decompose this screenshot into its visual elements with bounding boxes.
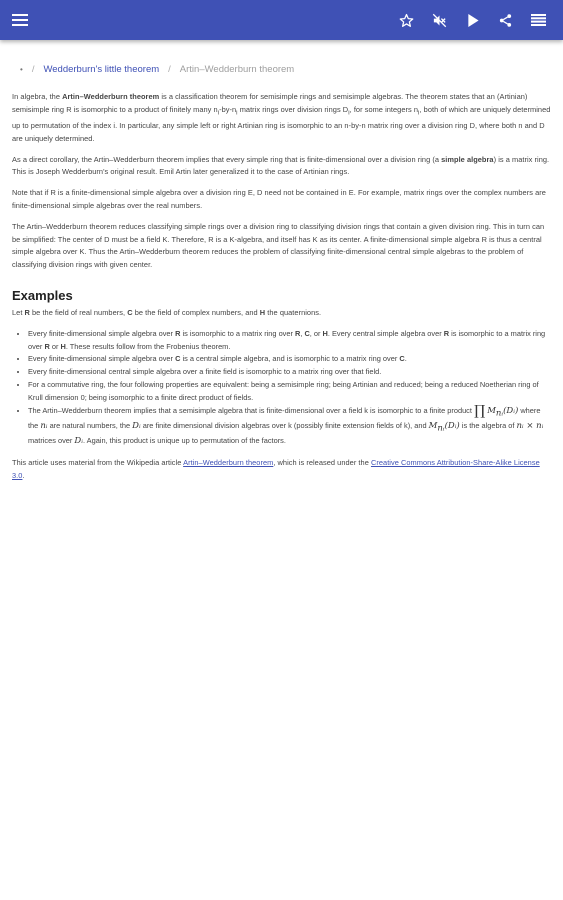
play-icon[interactable] (456, 0, 489, 40)
app-bar (0, 0, 563, 40)
examples-heading: Examples (12, 288, 73, 304)
list-item: • Every finite-dimensional central simple algebra over a finite field is isomorphic to a matrix ring over that field. (28, 366, 551, 379)
corollary-paragraph: As a direct corollary, the Artin–Wedderburn theorem implies that every simple ring that is finite-dimensional over a division ring (a simple algebra) is a matrix ring. This is Joseph Wedderburn's original result. Emil Artin later generalized it to the case of Artinian rings. (12, 154, 550, 177)
list-item: • For a commutative ring, the four following properties are equivalent: being a semisimple ring; being Artinian and reduced; being a reduced Noetherian ring of Krull dimension 0; being isomorphic to a finite direct product of fields. (28, 379, 551, 405)
examples-list (12, 328, 551, 448)
license-footer: This article uses material from the Wikipedia article Artin–Wedderburn theorem, which is released under the Creative Commons Attribution-Share-Alike License 3.0. (12, 457, 540, 480)
list-item: • Every finite-dimensional simple algebra over R is isomorphic to a matrix ring over R, C, or H. Every central simple algebra over R is isomorphic to a matrix ring over R or H. These results follow from the Frobenius theorem. (28, 328, 551, 354)
article-content (0, 64, 563, 483)
wikipedia-article-link[interactable]: Artin–Wedderburn theorem (183, 457, 274, 467)
breadcrumb-separator: / (168, 64, 171, 75)
intro-paragraph: In algebra, the Artin–Wedderburn theorem is a classification theorem for semisimple rings and semisimple algebras. The theorem states that an (Artinian) semisimple ring R is isomorphic to a product of finitely many $n_i-by-n_i$ matrix rings over division rings $D_i$, for some integers $n_i$, both of which are uniquely determined up to permutation of the index i. In particular, any simple left or right Artinian ring is isomorphic to an n-by-n matrix ring over a division ring D, where both n and D are uniquely determined. (12, 92, 551, 143)
breadcrumb-home[interactable]: • (20, 65, 23, 74)
volume-off-icon[interactable] (423, 0, 456, 40)
reduction-paragraph: The Artin–Wedderburn theorem reduces classifying simple rings over a division ring to classifying division rings that contain a given division ring. This in turn can be simplified: The center of D must be a field K. Therefore, R is a K-algebra, and itself has K as its center. A finite-dimensional simple algebra R is thus a central simple algebra over K. Thus the Artin–Wedderburn theorem reduces the problem of classifying finite-dimensional central simple algebras to the problem of classifying division rings with given center. (12, 221, 545, 270)
list-item: • Every finite-dimensional simple algebra over C is a central simple algebra, and is isomorphic to a matrix ring over C. (28, 353, 551, 366)
share-icon[interactable] (489, 0, 522, 40)
breadcrumb-separator: / (31, 64, 35, 75)
view-headline-icon[interactable] (522, 0, 555, 40)
star-icon[interactable] (390, 0, 423, 40)
note-paragraph: Note that if R is a finite-dimensional simple algebra over a division ring E, D need not be contained in E. For example, matrix rings over the complex numbers are finite-dimensional simple algebras over the real numbers. (12, 188, 546, 211)
breadcrumb-current: Artin–Wedderburn theorem (179, 64, 295, 75)
hamburger-menu-icon[interactable] (0, 0, 40, 40)
breadcrumb (12, 64, 551, 75)
license-link[interactable]: Creative Commons Attribution-Share-Alike License 3.0 (12, 457, 540, 480)
breadcrumb-parent-link[interactable]: Wedderburn's little theorem (43, 64, 160, 75)
list-item: • The Artin–Wedderburn theorem implies that a semisimple algebra that is finite-dimensional over a field k is isomorphic to a finite product ∏ $M_{nᵢ}(Dᵢ)$ where the nᵢ are natural numbers, the Dᵢ are finite dimensional division algebras over k (possibly finite extension fields of k), and $M_{nᵢ}(Dᵢ)$ is the algebra of nᵢ × nᵢ matrices over Dᵢ. Again, this product is unique up to permutation of the factors. (28, 405, 551, 448)
examples-intro: Let R be the field of real numbers, C be the field of complex numbers, and H the quaternions. (12, 308, 322, 318)
